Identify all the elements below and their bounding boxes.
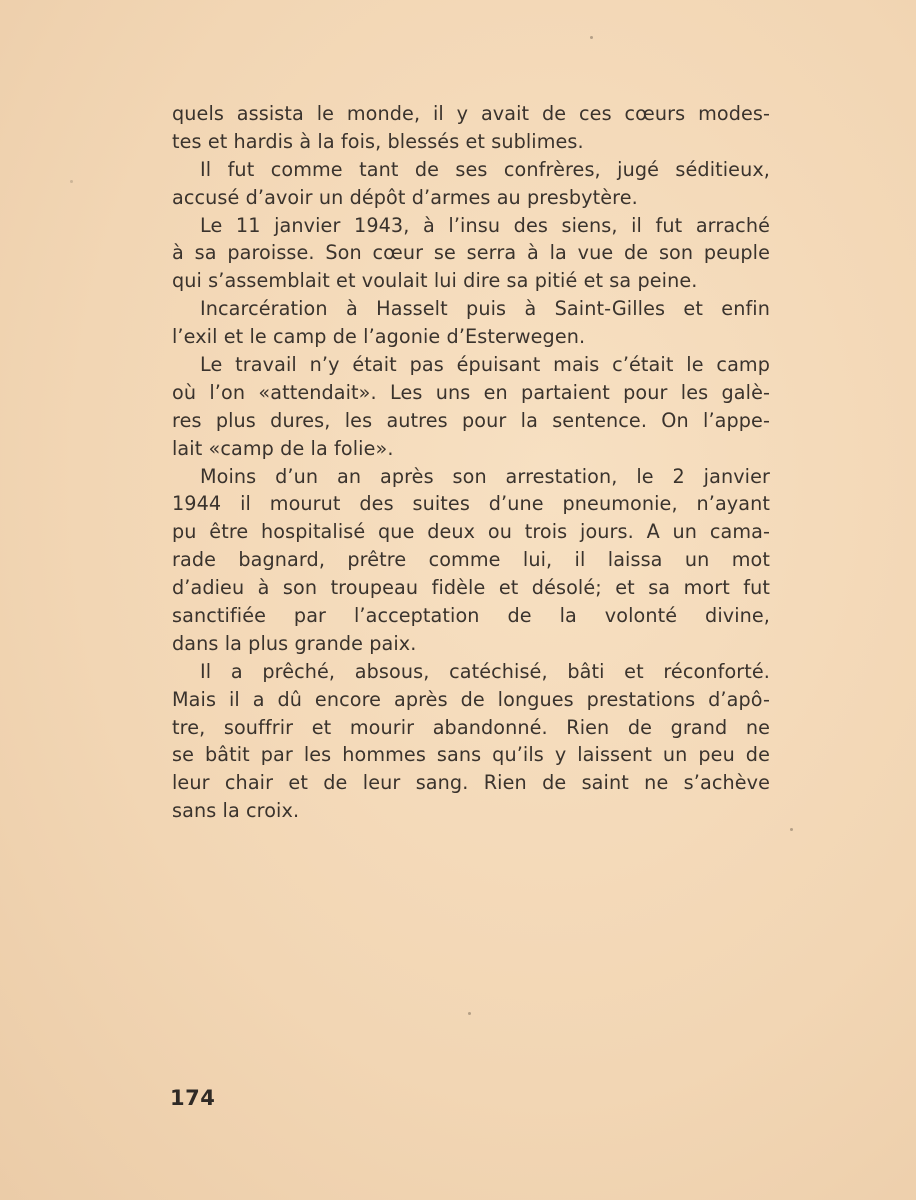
page-number: 174 bbox=[170, 1086, 216, 1110]
text-line: lait «camp de la folie». bbox=[172, 436, 394, 460]
text-line: Incarcération à Hasselt puis à Saint-Gilles et enfin bbox=[200, 297, 770, 321]
text-line: Mais il a dû encore après de longues prestations d’apô- bbox=[172, 687, 770, 711]
text-line: sanctifiée par l’acceptation de la volonté divine, bbox=[172, 604, 770, 628]
paper-speck bbox=[70, 180, 73, 183]
text-line: tes et hardis à la fois, blessés et sublimes. bbox=[172, 129, 584, 153]
text-line: Le travail n’y était pas épuisant mais c’était le camp bbox=[200, 353, 770, 377]
text-line: dans la plus grande paix. bbox=[172, 631, 417, 655]
paper-speck bbox=[590, 36, 593, 39]
text-line: rade bagnard, prêtre comme lui, il laissa un mot bbox=[172, 548, 770, 572]
text-line: Il a prêché, absous, catéchisé, bâti et réconforté. bbox=[200, 659, 770, 683]
text-line: pu être hospitalisé que deux ou trois jours. A un cama- bbox=[172, 520, 770, 544]
text-line: se bâtit par les hommes sans qu’ils y laissent un peu de bbox=[172, 743, 770, 767]
text-line: à sa paroisse. Son cœur se serra à la vue de son peuple bbox=[172, 241, 770, 265]
text-line: qui s’assemblait et voulait lui dire sa pitié et sa peine. bbox=[172, 269, 698, 293]
text-line: quels assista le monde, il y avait de ces cœurs modes- bbox=[172, 102, 770, 125]
paper-speck bbox=[790, 828, 793, 831]
text-line: Moins d’un an après son arrestation, le 2 janvier bbox=[200, 464, 770, 488]
text-line: Le 11 janvier 1943, à l’insu des siens, il fut arraché bbox=[200, 213, 770, 237]
text-line: leur chair et de leur sang. Rien de saint ne s’achève bbox=[172, 771, 770, 795]
text-line: accusé d’avoir un dépôt d’armes au presbytère. bbox=[172, 185, 638, 209]
text-line: sans la croix. bbox=[172, 799, 300, 823]
page-body-text bbox=[172, 100, 770, 825]
text-line: tre, souffrir et mourir abandonné. Rien de grand ne bbox=[172, 715, 770, 739]
text-line: 1944 il mourut des suites d’une pneumonie, n’ayant bbox=[172, 492, 770, 516]
text-line: Il fut comme tant de ses confrères, jugé séditieux, bbox=[200, 157, 770, 181]
paper-speck bbox=[468, 1012, 471, 1015]
text-line: d’adieu à son troupeau fidèle et désolé; et sa mort fut bbox=[172, 576, 770, 600]
text-line: l’exil et le camp de l’agonie d’Esterwegen. bbox=[172, 325, 586, 349]
text-line: res plus dures, les autres pour la sentence. On l’appe- bbox=[172, 408, 770, 432]
text-line: où l’on «attendait». Les uns en partaient pour les galè- bbox=[172, 380, 770, 404]
